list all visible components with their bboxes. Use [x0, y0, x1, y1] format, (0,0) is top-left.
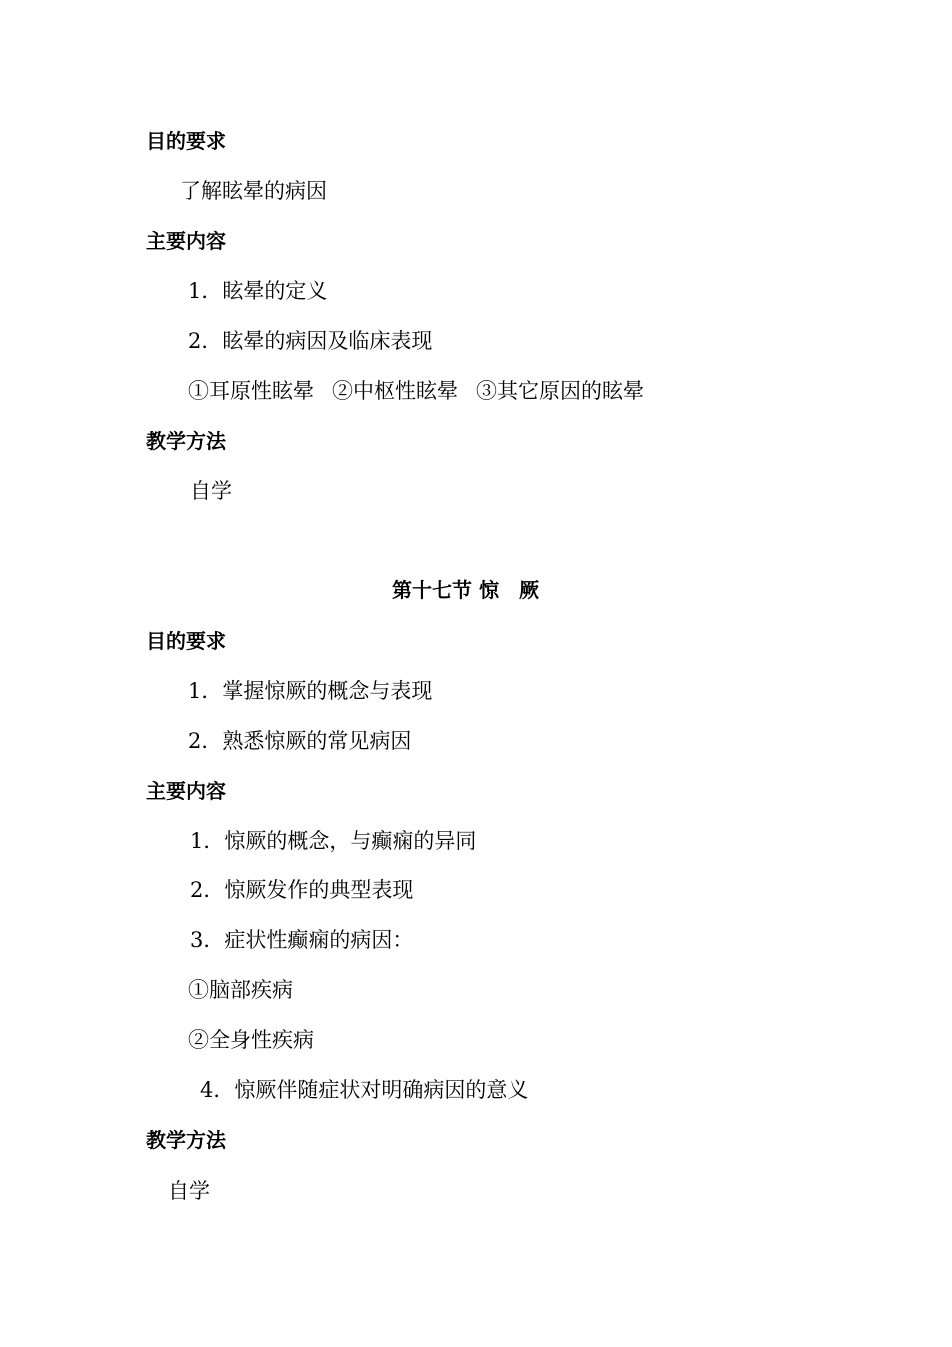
content-item: 4．惊厥伴随症状对明确病因的意义 — [200, 1078, 529, 1102]
sub-item: ①耳原性眩晕 — [188, 379, 314, 403]
method-heading: 教学方法 — [146, 1128, 226, 1152]
method-text: 自学 — [190, 479, 232, 503]
goal-heading: 目的要求 — [146, 129, 226, 153]
goal-item: 1．掌握惊厥的概念与表现 — [188, 679, 433, 703]
content-item: 3．症状性癫痫的病因： — [190, 928, 414, 952]
section-title: 第十七节 惊 厥 — [392, 578, 539, 602]
goal-item: 2．熟悉惊厥的常见病因 — [188, 729, 412, 753]
content-heading: 主要内容 — [146, 229, 226, 253]
content-heading: 主要内容 — [146, 779, 226, 803]
goal-text: 了解眩晕的病因 — [180, 179, 327, 203]
method-heading: 教学方法 — [146, 429, 226, 453]
sub-items-line — [188, 378, 644, 404]
goal-heading: 目的要求 — [146, 629, 226, 653]
content-item: 2．眩晕的病因及临床表现 — [188, 329, 433, 353]
content-item: 2．惊厥发作的典型表现 — [190, 878, 414, 902]
sub-item: ②中枢性眩晕 — [332, 379, 458, 403]
sub-item: ③其它原因的眩晕 — [476, 379, 644, 403]
content-item: 1．惊厥的概念，与癫痫的异同 — [190, 829, 477, 853]
content-item: ①脑部疾病 — [188, 978, 293, 1002]
method-text: 自学 — [168, 1179, 210, 1203]
content-item: ②全身性疾病 — [188, 1028, 314, 1052]
content-item: 1．眩晕的定义 — [188, 279, 328, 303]
